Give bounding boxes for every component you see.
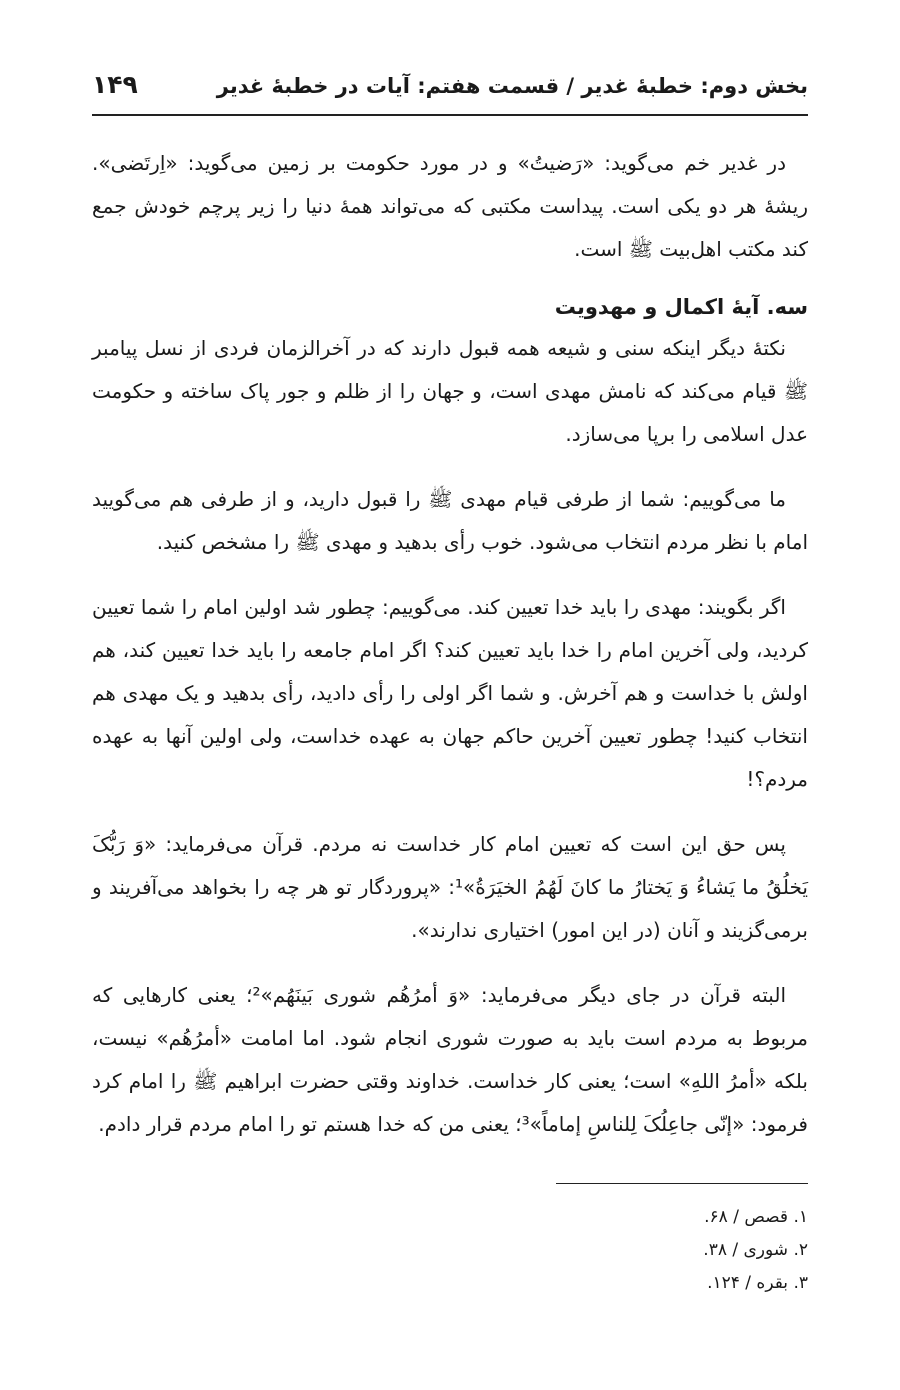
paragraph-1: در غدیر خم می‌گوید: «رَضیتُ» و در مورد حکومت بر زمین می‌گوید: «اِرتَضی». ریشهٔ هر دو یکی است. پیداست مکتبی که می‌تواند همهٔ دنیا را زیر پرچم خودش جمع کند مکتب اهل‌بیت ﷺ است. xyxy=(92,151,808,261)
paragraph-4: اگر بگویند: مهدی را باید خدا تعیین کند. می‌گوییم: چطور شد اولین امام را شما تعیین کردید، ولی آخرین امام را خدا باید تعیین کند؟ اگر امام جامعه را باید خدا تعیین کند، هم اولش با خداست و هم آخرش. و شما اگر اولی را رأی دادید، رأی بدهید و یک مهدی هم انتخاب کنید! چطور تعیین آخرین حاکم جهان به عهده خداست، ولی اولین آنها به عهده مردم؟! xyxy=(92,595,808,791)
footnote-1: ۱. قصص / ۶۸. xyxy=(704,1207,808,1227)
footnotes xyxy=(703,1201,808,1300)
footnote-divider xyxy=(556,1183,808,1184)
footnote-3: ۳. بقره / ۱۲۴. xyxy=(707,1273,808,1293)
running-header-title: بخش دوم: خطبهٔ غدیر / قسمت هفتم: آیات در خطبهٔ غدیر xyxy=(216,74,808,98)
paragraph-5: پس حق این است که تعیین امام کار خداست نه مردم. قرآن می‌فرماید: «وَ رَبُّکَ یَخلُقُ ما یَشاءُ وَ یَختارُ ما کانَ لَهُمُ الخیَرَةُ»¹: «پروردگار تو هر چه را بخواهد می‌آفریند و برمی‌گزیند و آنان (در این امور) اختیاری ندارند». xyxy=(92,832,808,942)
section-heading: سه. آیهٔ اکمال و مهدویت xyxy=(554,295,808,319)
paragraph-3: ما می‌گوییم: شما از طرفی قیام مهدی ﷺ را قبول دارید، و از طرفی هم می‌گویید امام با نظر مردم انتخاب می‌شود. خوب رأی بدهید و مهدی ﷺ را مشخص کنید. xyxy=(92,487,808,554)
page-number: ۱۴۹ xyxy=(92,70,138,99)
paragraph-6: البته قرآن در جای دیگر می‌فرماید: «وَ أمرُهُم شوری بَینَهُم»²؛ یعنی کارهایی که مربوط به مردم است باید به صورت شوری انجام شود. اما امامت «أمرُهُم» نیست، بلکه «أمرُ اللهِ» است؛ یعنی کار خداست. خداوند وقتی حضرت ابراهیم ﷺ را امام کرد فرمود: «إنّی جاعِلُکَ لِلناسِ إماماً»³؛ یعنی من که خدا هستم تو را امام مردم قرار دادم. xyxy=(92,983,808,1136)
page-body xyxy=(92,142,808,1146)
footnote-2: ۲. شوری / ۳۸. xyxy=(703,1240,808,1260)
running-header xyxy=(92,70,808,116)
paragraph-2: نکتهٔ دیگر اینکه سنی و شیعه همه قبول دارند که در آخرالزمان فردی از نسل پیامبر ﷺ قیام می‌کند که نامش مهدی است، و جهان را از ظلم و جور پاک ساخته و حکومت عدل اسلامی را برپا می‌سازد. xyxy=(92,336,808,446)
